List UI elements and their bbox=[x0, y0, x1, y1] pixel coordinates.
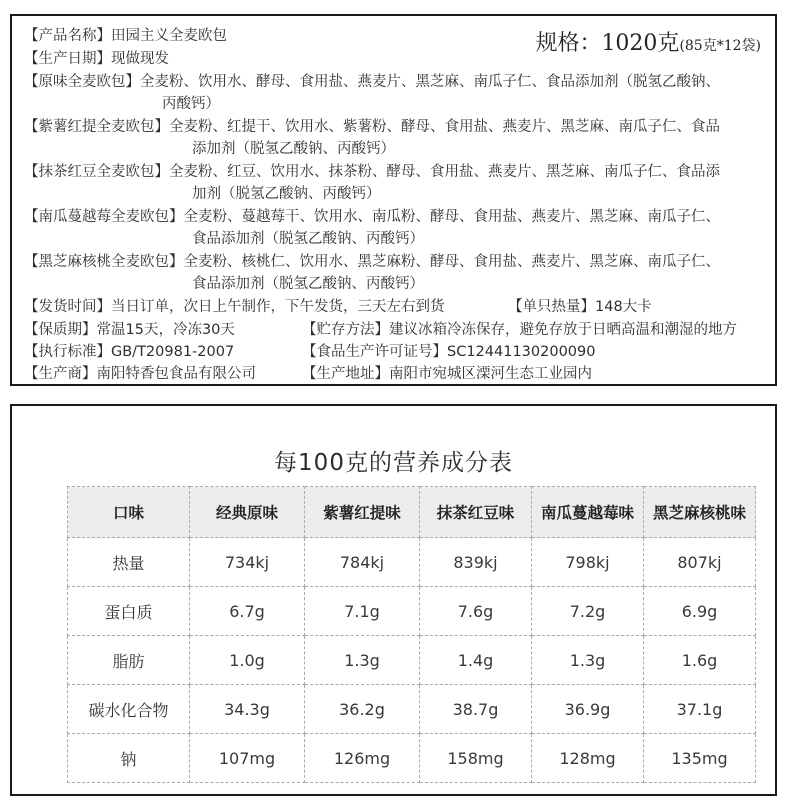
nutrient-value: 1.6g bbox=[644, 636, 756, 685]
storage-method: 【贮存方法】建议冰箱冷冻保存，避免存放于日晒高温和潮湿的地方 bbox=[302, 322, 737, 338]
nutrition-title: 每100克的营养成分表 bbox=[274, 450, 513, 476]
nutrient-value: 1.3g bbox=[305, 636, 420, 685]
nutrient-value: 734kj bbox=[190, 538, 305, 587]
flavor-pumpkin-line2: 食品添加剂（脱氢乙酸钠、丙酸钙） bbox=[192, 231, 424, 247]
nutrient-value: 807kj bbox=[644, 538, 756, 587]
nutrient-value: 1.0g bbox=[190, 636, 305, 685]
flavor-original-line2: 丙酸钙） bbox=[162, 96, 220, 112]
nutrient-label: 热量 bbox=[68, 538, 190, 587]
table-row bbox=[68, 587, 756, 636]
nutrient-value: 38.7g bbox=[420, 685, 532, 734]
production-address: 【生产地址】南阳市宛城区溧河生态工业园内 bbox=[302, 366, 592, 382]
nutrient-value: 126mg bbox=[305, 734, 420, 783]
spec-detail: (85克*12袋) bbox=[679, 38, 761, 54]
nutrient-value: 1.3g bbox=[532, 636, 644, 685]
nutrient-value: 1.4g bbox=[420, 636, 532, 685]
header-flavor: 黑芝麻核桃味 bbox=[644, 487, 756, 538]
spec-main: 规格：1020克 bbox=[535, 31, 680, 56]
spec-label bbox=[535, 26, 761, 57]
nutrient-label: 脂肪 bbox=[68, 636, 190, 685]
header-flavor: 经典原味 bbox=[190, 487, 305, 538]
table-row bbox=[68, 636, 756, 685]
header-taste: 口味 bbox=[68, 487, 190, 538]
nutrient-value: 158mg bbox=[420, 734, 532, 783]
nutrient-value: 128mg bbox=[532, 734, 644, 783]
table-row bbox=[68, 685, 756, 734]
flavor-black-sesame-line2: 食品添加剂（脱氢乙酸钠、丙酸钙） bbox=[192, 276, 424, 292]
nutrient-label: 钠 bbox=[68, 734, 190, 783]
header-flavor: 抹茶红豆味 bbox=[420, 487, 532, 538]
header-flavor: 紫薯红提味 bbox=[305, 487, 420, 538]
nutrition-header-row bbox=[68, 487, 756, 538]
nutrient-value: 6.9g bbox=[644, 587, 756, 636]
header-flavor: 南瓜蔓越莓味 bbox=[532, 487, 644, 538]
flavor-black-sesame-line1: 【黑芝麻核桃全麦欧包】全麦粉、核桃仁、饮用水、黑芝麻粉、酵母、食用盐、燕麦片、黑芝麻、南瓜子仁、 bbox=[24, 254, 720, 270]
product-info-box bbox=[10, 14, 777, 386]
table-row bbox=[68, 734, 756, 783]
flavor-purple-potato-line2: 添加剂（脱氢乙酸钠、丙酸钙） bbox=[192, 141, 395, 157]
nutrient-value: 784kj bbox=[305, 538, 420, 587]
nutrient-value: 6.7g bbox=[190, 587, 305, 636]
nutrient-value: 36.2g bbox=[305, 685, 420, 734]
nutrient-value: 135mg bbox=[644, 734, 756, 783]
production-license: 【食品生产许可证号】SC12441130200090 bbox=[302, 344, 596, 360]
flavor-pumpkin-line1: 【南瓜蔓越莓全麦欧包】全麦粉、蔓越莓干、饮用水、南瓜粉、酵母、食用盐、燕麦片、黑芝麻、南瓜子仁、 bbox=[24, 209, 720, 225]
shipping-time: 【发货时间】当日订单，次日上午制作，下午发货，三天左右到货 bbox=[24, 299, 445, 315]
nutrient-label: 碳水化合物 bbox=[68, 685, 190, 734]
nutrition-table bbox=[67, 486, 756, 783]
table-row bbox=[68, 538, 756, 587]
single-calories: 【单只热量】148大卡 bbox=[508, 299, 652, 315]
flavor-matcha-line1: 【抹茶红豆全麦欧包】全麦粉、红豆、饮用水、抹茶粉、酵母、食用盐、燕麦片、黑芝麻、南瓜子仁、食品添 bbox=[24, 164, 720, 180]
nutrition-box bbox=[10, 404, 777, 796]
nutrient-value: 798kj bbox=[532, 538, 644, 587]
flavor-matcha-line2: 加剂（脱氢乙酸钠、丙酸钙） bbox=[192, 186, 381, 202]
nutrient-value: 37.1g bbox=[644, 685, 756, 734]
nutrient-value: 34.3g bbox=[190, 685, 305, 734]
flavor-original-line1: 【原味全麦欧包】全麦粉、饮用水、酵母、食用盐、燕麦片、黑芝麻、南瓜子仁、食品添加剂（脱氢乙酸钠、 bbox=[24, 74, 720, 90]
product-name: 【产品名称】田园主义全麦欧包 bbox=[24, 28, 227, 44]
nutrient-value: 7.2g bbox=[532, 587, 644, 636]
nutrient-value: 839kj bbox=[420, 538, 532, 587]
nutrient-value: 7.1g bbox=[305, 587, 420, 636]
nutrient-value: 107mg bbox=[190, 734, 305, 783]
flavor-purple-potato-line1: 【紫薯红提全麦欧包】全麦粉、红提干、饮用水、紫薯粉、酵母、食用盐、燕麦片、黑芝麻、南瓜子仁、食品 bbox=[24, 119, 720, 135]
nutrient-value: 36.9g bbox=[532, 685, 644, 734]
production-date: 【生产日期】现做现发 bbox=[24, 51, 169, 67]
execution-standard: 【执行标准】GB/T20981-2007 bbox=[24, 344, 235, 360]
nutrient-value: 7.6g bbox=[420, 587, 532, 636]
nutrient-label: 蛋白质 bbox=[68, 587, 190, 636]
manufacturer: 【生产商】南阳特香包食品有限公司 bbox=[24, 366, 256, 382]
shelf-life: 【保质期】常温15天，冷冻30天 bbox=[24, 322, 235, 338]
